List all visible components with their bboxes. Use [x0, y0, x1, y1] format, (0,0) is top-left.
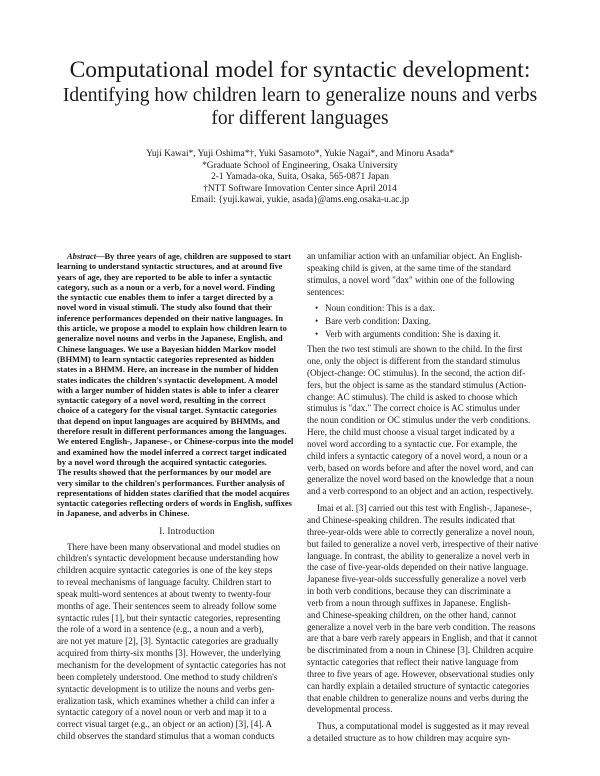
abstract-line: novel word in visual stimuli. The study also found that their	[57, 302, 272, 313]
body-line: developmental process.	[307, 704, 393, 715]
body-line: the role of a word in a sentence (e.g., a noun and a verb),	[57, 624, 264, 635]
abstract-line: therefore result in different performances among the languages.	[57, 426, 287, 437]
abstract-line: syntactic categories reflecting orders of words in English, suffixes	[57, 498, 292, 509]
body-line: the case of five-year-olds depended on their native language.	[307, 562, 529, 573]
abstract-line: the syntactic cue enables them to infer a target directed by a	[57, 292, 273, 303]
body-line: language. In contrast, the ability to generalize a novel verb in	[307, 550, 530, 561]
test-stimuli-paragraph	[307, 344, 569, 498]
abstract-line: very similar to the children's performances. Further analysis of	[57, 477, 285, 488]
body-line: syntactic category of a novel noun or verb and map it to a	[57, 707, 267, 718]
abstract-line: representations of hidden states clarified that the model acquires	[57, 487, 290, 498]
body-line: three to five years of age. However, observational studies only	[307, 668, 535, 679]
body-line: generalize a novel verb in the bare verb condition. The reasons	[307, 621, 536, 632]
body-line: syntactic development is to utilize the nouns and verbs gen-	[57, 683, 275, 694]
section-heading-introduction: I. Introduction	[159, 525, 215, 536]
abstract-line: —By three years of age, children are supposed to start	[96, 251, 292, 261]
abstract-line: this article, we propose a model to explain how children learn to	[57, 323, 287, 334]
abstract-line: years of age, they are reported to be able to infer a syntactic	[57, 271, 272, 282]
body-line: in both verb conditions, because they can discriminate a	[307, 586, 511, 597]
continued-paragraph	[307, 251, 569, 298]
body-line: but failed to generalize a novel verb, irrespective of their native	[307, 538, 539, 549]
body-line: child observes the standard stimulus that a woman conducts	[57, 731, 275, 742]
right-column	[307, 251, 569, 745]
body-line: be discriminated from a noun in Chinese [3]. Children acquire	[307, 645, 534, 656]
abstract-line: choice of a category for the visual target. Syntactic categories	[57, 405, 277, 416]
body-line: fers, but the object is same as the standard stimulus (Action-	[307, 379, 527, 390]
author-block	[30, 149, 570, 207]
condition-item: • Verb with arguments condition: She is daxing it.	[315, 328, 569, 341]
body-line: one, only the object is different from the standard stimulus	[307, 356, 520, 366]
author-names: Yuji Kawai*, Yuji Oshima*†, Yuki Sasamoto*, Yukie Nagai*, and Minoru Asada*	[146, 149, 454, 159]
body-line: and Chinese-speaking children. The results indicated that	[307, 514, 516, 525]
abstract-line: by a novel word through the acquired syntactic categories.	[57, 456, 267, 467]
body-line: children's syntactic development because understanding how	[57, 553, 279, 564]
body-line: stimulus is "dax." The correct choice is AC stimulus under	[307, 403, 520, 414]
model-paragraph	[307, 721, 569, 745]
body-line: that enable children to generalize nouns and verbs during the	[307, 692, 529, 703]
abstract-line: syntactic category of a novel word, resulting in the correct	[57, 395, 266, 406]
body-line: eralization task, which examines whether a child can infer a	[57, 695, 275, 706]
body-line: Imai et al. [3] carried out this test with English-, Japanese-,	[317, 503, 532, 514]
left-column	[57, 251, 317, 743]
abstract-line: that depend on input languages are acquired by BHMMs, and	[57, 415, 280, 426]
body-line: Thus, a computational model is suggested as it may reveal	[317, 721, 530, 732]
body-line: and Chinese-speaking children, on the other hand, cannot	[307, 609, 516, 620]
body-line: correct visual target (e.g., an object or an action) [3], [4]. A	[57, 719, 272, 730]
body-line: an unfamiliar action with an unfamiliar object. An English-	[307, 251, 523, 261]
condition-item: • Bare verb condition: Daxing.	[315, 315, 569, 328]
body-line: can hardly explain a detailed structure of syntactic categories	[307, 680, 530, 691]
abstract-lead: Abstract	[67, 251, 97, 261]
title-line-2: Identifying how children learn to generalize nouns and verbs	[62, 85, 538, 106]
abstract-line: category, such as a noun or a verb, for a novel word. Finding	[57, 281, 275, 292]
body-line: Then the two test stimuli are shown to the child. In the first	[307, 344, 523, 355]
body-line: novel word according to a syntactic cue. For example, the	[307, 438, 518, 449]
body-line: been completely understood. One method to study children's	[57, 671, 278, 682]
condition-item: • Noun condition: This is a dax.	[315, 302, 569, 315]
body-line: acquired from thirty-six months [3]. However, the underlying	[57, 648, 281, 659]
body-line: (Object-change: OC stimulus). In the second, the action dif-	[307, 367, 526, 378]
abstract-line: generalize novel nouns and verbs in the Japanese, English, and	[57, 333, 283, 344]
body-line: stimulus, a novel word "dax" within one of the following	[307, 274, 515, 285]
paper-title	[30, 56, 570, 130]
title-line-1: Computational model for syntactic development:	[69, 57, 531, 83]
abstract-line: states in a BHMM. Here, an increase in the number of hidden	[57, 364, 279, 375]
body-line: three-year-olds were able to correctly generalize a novel noun,	[307, 526, 535, 537]
body-line: syntactic rules [1], but their syntactic categories, representing	[57, 612, 281, 623]
body-line: Here, the child must choose a visual target indicated by a	[307, 427, 515, 438]
title-line-3: for different languages	[211, 108, 389, 129]
abstract-line: states indicates the children's syntactic development. A model	[57, 374, 278, 385]
affiliation-address: 2-1 Yamada-oka, Suita, Osaka, 565-0871 Japan	[211, 172, 389, 183]
abstract-line: with a larger number of hidden states is able to infer a clearer	[57, 384, 280, 395]
body-line: and a verb correspond to an object and an action, respectively.	[307, 486, 534, 497]
abstract-line: The results showed that the performances by our model are	[57, 467, 271, 478]
affiliation-osaka: *Graduate School of Engineering, Osaka University	[202, 160, 398, 171]
abstract-line: in Japanese, and adverbs in Chinese.	[57, 508, 190, 519]
body-line: verb from a noun through suffixes in Japanese. English-	[307, 597, 511, 608]
imai-paragraph	[307, 503, 569, 716]
abstract-line: We entered English-, Japanese-, or Chinese-corpus into the model	[57, 436, 294, 447]
body-line: syntactic categories that reflect their native language from	[307, 657, 519, 668]
body-line: child infers a syntactic category of a novel word, a noun or a	[307, 450, 528, 461]
body-line: sentences:	[307, 286, 345, 297]
abstract-line: (BHMM) to learn syntactic categories represented as hidden	[57, 353, 274, 364]
body-line: Japanese five-year-olds successfully generalize a novel verb	[307, 574, 526, 585]
abstract	[57, 251, 317, 519]
body-line: the noun condition or OC stimulus under the verb conditions.	[307, 415, 531, 426]
body-line: months of age. Their sentences seem to already follow some	[57, 600, 277, 611]
abstract-line: inference performances depended on their native languages. In	[57, 312, 284, 323]
body-line: There have been many observational and model studies on	[67, 541, 281, 552]
body-line: generalize the novel word based on the knowledge that a noun	[307, 474, 534, 485]
introduction-paragraph	[57, 542, 317, 743]
body-line: mechanism for the development of syntactic categories has not	[57, 660, 286, 670]
body-line: children acquire syntactic categories is one of the key steps	[57, 565, 273, 576]
body-line: are that a bare verb rarely appears in English, and that it cannot	[307, 633, 538, 644]
abstract-line: and examined how the model inferred a correct target indicated	[57, 446, 287, 457]
body-line: speaking child is given, at the same time of the standard	[307, 262, 511, 273]
author-email: Email: {yuji.kawai, yukie, asada}@ams.eng.osaka-u.ac.jp	[190, 195, 410, 206]
body-line: are not yet mature [2], [3]. Syntactic categories are gradually	[57, 636, 279, 647]
condition-list	[307, 302, 569, 340]
abstract-line: learning to understand syntactic structures, and at around five	[57, 261, 283, 272]
body-line: to reveal mechanisms of language faculty. Children start to	[57, 577, 272, 588]
body-line: speak multi-word sentences at about twenty to twenty-four	[57, 588, 271, 599]
body-line: verb, based on words before and after the novel word, and can	[307, 462, 534, 473]
abstract-line: Chinese languages. We use a Bayesian hidden Markov model	[57, 343, 277, 354]
body-line: change: AC stimulus). The child is asked to choose which	[307, 391, 518, 402]
affiliation-ntt: †NTT Software Innovation Center since April 2014	[203, 183, 397, 194]
body-line: a detailed structure as to how children may acquire syn-	[307, 733, 511, 744]
